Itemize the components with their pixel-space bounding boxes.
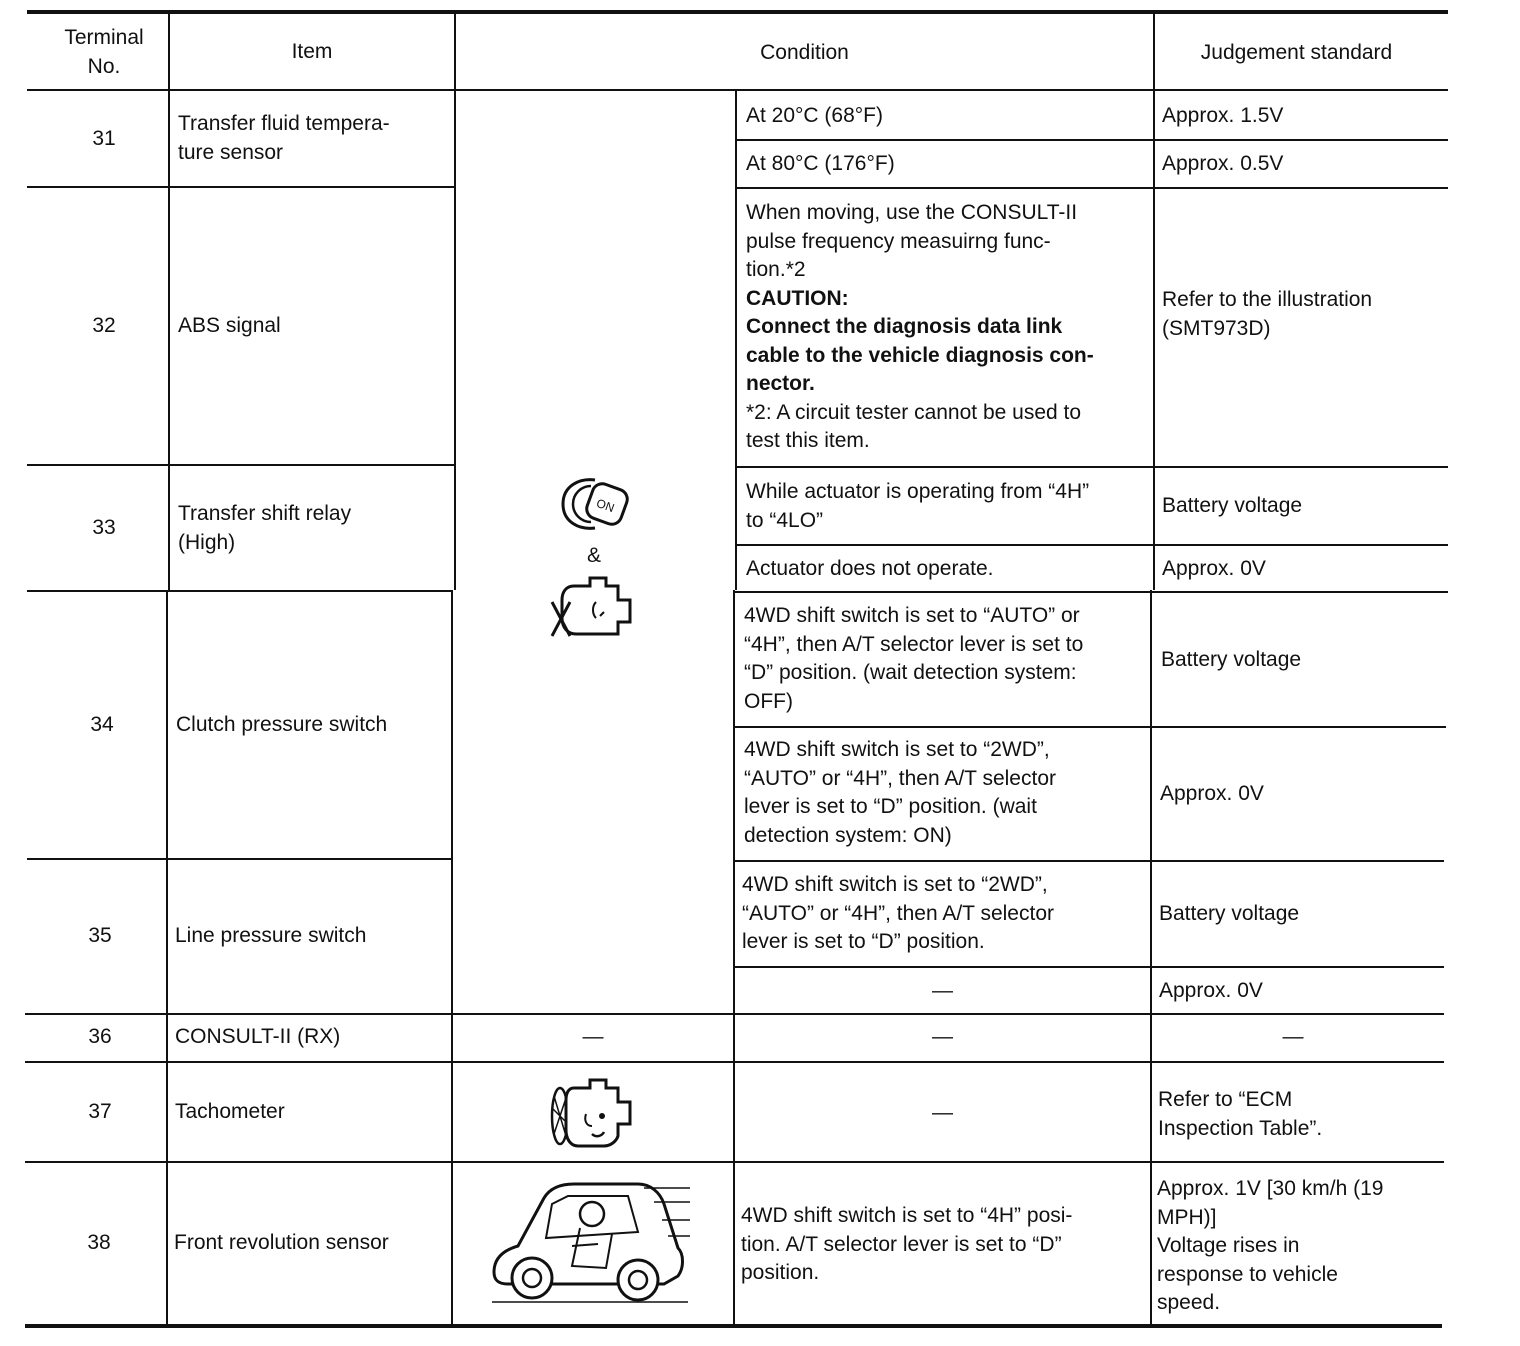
row-rule <box>733 966 1444 968</box>
item-name: Transfer fluid tempera- ture sensor <box>178 112 390 164</box>
judgement-text: Battery voltage <box>1161 648 1302 671</box>
row-rule <box>735 591 1448 593</box>
terminal-number: 33 <box>92 516 116 539</box>
condition-text: — <box>932 1101 953 1124</box>
judgement-text: Refer to “ECM Inspection Table”. <box>1158 1088 1323 1140</box>
item-name: Line pressure switch <box>175 924 367 947</box>
column-rule <box>733 590 735 1326</box>
condition-text: When moving, use the CONSULT-II pulse frequency measuirng func- tion.*2 CAUTION: Connect the diagnosis data link cable to the vehicle diagnosis con- nector. *2: A circuit tester cannot be used to test this item. <box>746 201 1094 452</box>
header-item: Item <box>291 40 333 63</box>
row-rule <box>735 139 1448 141</box>
header-judgement: Judgement standard <box>1200 41 1393 64</box>
header-terminal: Terminal No. <box>64 26 144 78</box>
terminal-number: 38 <box>87 1231 111 1254</box>
row-rule <box>27 590 453 592</box>
condition-text: At 80°C (176°F) <box>746 152 895 175</box>
driving-car-icon <box>488 1172 694 1308</box>
condition-text: — <box>932 979 953 1002</box>
judgement-text: Approx. 1V [30 km/h (19 MPH)] Voltage rises in response to vehicle speed. <box>1157 1177 1384 1314</box>
row-rule <box>735 544 1448 546</box>
column-rule <box>168 12 170 590</box>
row-rule <box>735 187 1448 189</box>
header-bottom-rule <box>27 89 1448 91</box>
column-rule <box>451 590 453 1326</box>
footnote: *2: A circuit tester cannot be used to <box>746 400 1082 424</box>
item-name: Transfer shift relay (High) <box>178 502 352 554</box>
terminal-number: 35 <box>88 924 112 947</box>
row-rule <box>735 466 1448 468</box>
judgement-text: Approx. 0V <box>1159 979 1263 1002</box>
condition-text: 4WD shift switch is set to “2WD”, “AUTO” or “4H”, then A/T selector lever is set to “D” position. <box>742 873 1054 953</box>
item-name: Clutch pressure switch <box>176 713 388 736</box>
terminal-number: 34 <box>90 713 114 736</box>
column-rule <box>166 590 168 1326</box>
terminal-number: 37 <box>88 1100 112 1123</box>
row-rule <box>735 726 1446 728</box>
condition-text: While actuator is operating from “4H” to “4LO” <box>746 480 1090 532</box>
condition-text: At 20°C (68°F) <box>746 104 884 127</box>
condition-text: Actuator does not operate. <box>746 557 994 580</box>
row-rule <box>733 860 1444 862</box>
engine-stopped-icon <box>548 572 640 642</box>
item-name: ABS signal <box>178 314 281 337</box>
terminal-number: 31 <box>92 127 116 150</box>
judgement-text: Battery voltage <box>1162 494 1303 517</box>
terminal-number: 32 <box>92 314 116 337</box>
row-rule <box>27 464 455 466</box>
svg-text:ON: ON <box>594 495 617 516</box>
ampersand: & <box>586 544 601 567</box>
item-name: Front revolution sensor <box>174 1231 389 1254</box>
item-name: Tachometer <box>175 1100 285 1123</box>
judgement-text: Approx. 1.5V <box>1162 104 1284 127</box>
item-name: CONSULT-II (RX) <box>175 1025 341 1048</box>
ignition-key-on-icon <box>555 472 635 538</box>
column-rule <box>1150 590 1152 1326</box>
column-rule <box>1153 12 1155 590</box>
caution-label: CAUTION: <box>746 286 849 310</box>
judgement-text: — <box>1282 1025 1304 1048</box>
column-rule <box>735 90 737 590</box>
judgement-text: Refer to the illustration (SMT973D) <box>1162 288 1373 340</box>
condition-text: 4WD shift switch is set to “AUTO” or “4H”, then A/T selector lever is set to “D” position. (wait detection system: OFF) <box>744 604 1084 713</box>
judgement-text: Approx. 0.5V <box>1162 152 1284 175</box>
condition-text: 4WD shift switch is set to “2WD”, “AUTO” or “4H”, then A/T selector lever is set to “D” position. (wait detection system: ON) <box>744 738 1056 847</box>
engine-running-icon <box>546 1076 638 1148</box>
judgement-text: Battery voltage <box>1159 902 1300 925</box>
condition-text: — <box>932 1025 953 1048</box>
header-condition: Condition <box>760 41 849 64</box>
row-rule <box>27 186 455 188</box>
judgement-text: Approx. 0V <box>1160 782 1264 805</box>
row-rule <box>27 858 451 860</box>
column-rule <box>454 12 456 590</box>
terminal-number: 36 <box>88 1025 112 1048</box>
icon-column-dash: — <box>582 1025 604 1048</box>
table-top-rule <box>27 10 1448 14</box>
condition-text: 4WD shift switch is set to “4H” posi- tion. A/T selector lever is set to “D” position. <box>741 1204 1073 1284</box>
judgement-text: Approx. 0V <box>1162 557 1266 580</box>
